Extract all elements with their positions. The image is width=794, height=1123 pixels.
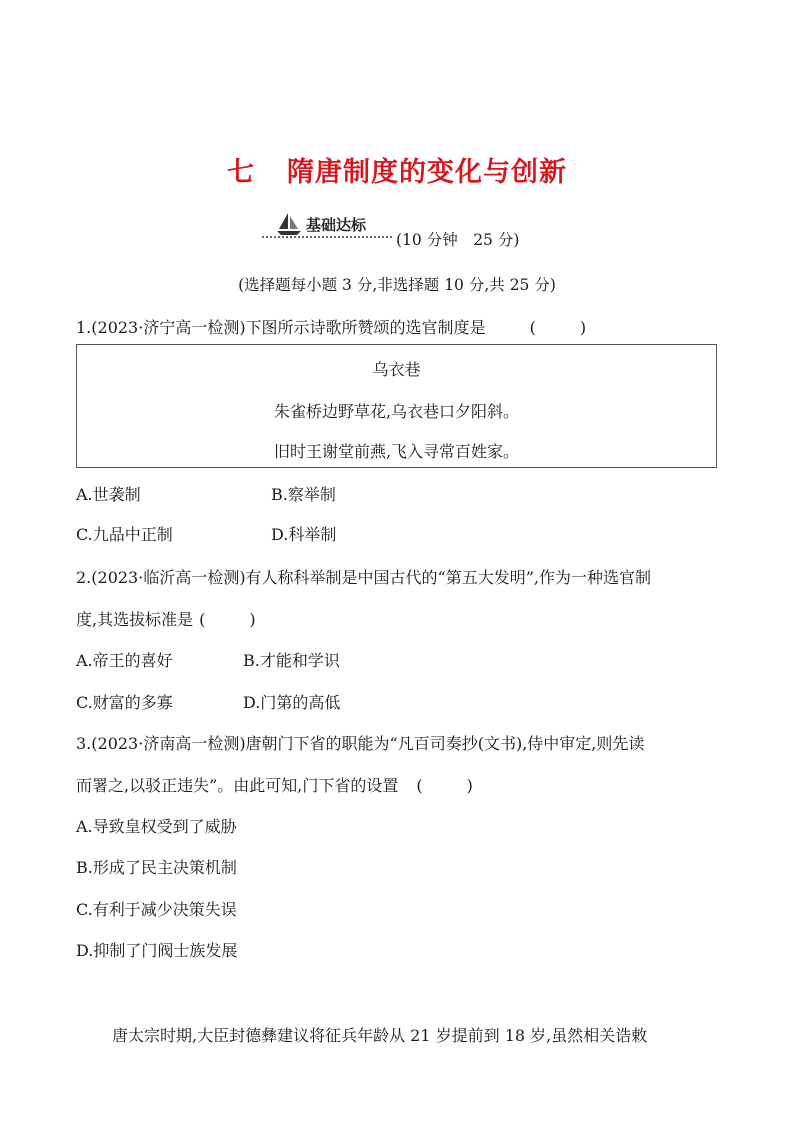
q2-option-a: A.帝王的喜好 [76,651,173,670]
q3-option-d: D.抑制了门阀士族发展 [76,941,238,960]
scoring-note: (选择题每小题 3 分,非选择题 10 分,共 25 分) [238,276,556,294]
answer-bracket-close: ) [466,776,473,795]
answer-bracket-open: ( [199,610,206,629]
answer-bracket-open: ( [416,776,423,795]
section-title [0,150,794,189]
time-score-note: (10 分钟 25 分) [396,231,520,249]
poem-line-1: 朱雀桥边野草花,乌衣巷口夕阳斜。 [273,402,520,421]
question-3-stem-line1: 3.(2023·济南高一检测)唐朝门下省的职能为“凡百司奏抄(文书),侍中审定,则先读 [76,734,645,753]
banner-label: 基础达标 [306,216,367,234]
next-question-paragraph: 唐太宗时期,大臣封德彝建议将征兵年龄从 21 岁提前到 18 岁,虽然相关诰敕 [112,1026,648,1045]
answer-bracket-open: ( [529,318,536,337]
poem-title: 乌衣巷 [372,360,421,379]
banner-dotted-line [262,236,392,238]
section-title-text: 隋唐制度的变化与创新 [287,157,567,188]
sailboat-icon [276,212,302,236]
q3-option-a: A.导致皇权受到了威胁 [76,817,237,836]
answer-bracket-close: ) [249,610,256,629]
poem-box [76,344,717,468]
q2-option-c: C.财富的多寡 [76,693,173,712]
q1-option-a: A.世袭制 [76,485,141,504]
q1-option-c: C.九品中正制 [76,525,173,544]
question-3-stem-line2: 而署之,以驳正违失”。由此可知,门下省的设置 ( ) [76,776,473,795]
question-2-stem-line1: 2.(2023·临沂高一检测)有人称科举制是中国古代的“第五大发明”,作为一种选官制 [76,568,652,587]
q3-option-c: C.有利于减少决策失误 [76,900,237,919]
q3-option-b: B.形成了民主决策机制 [76,858,237,877]
question-2-stem-line2: 度,其选拔标准是 ( ) [76,610,256,629]
q1-option-b: B.察举制 [271,485,336,504]
q1-option-d: D.科举制 [271,525,337,544]
poem-line-2: 旧时王谢堂前燕,飞入寻常百姓家。 [273,442,520,461]
section-number: 七 [227,157,255,188]
q2-option-d: D.门第的高低 [243,693,341,712]
answer-bracket-close: ) [579,318,587,337]
q2-option-b: B.才能和学识 [243,651,340,670]
question-1-stem: 1.(2023·济宁高一检测)下图所示诗歌所赞颂的选官制度是 ( ) [76,318,587,337]
